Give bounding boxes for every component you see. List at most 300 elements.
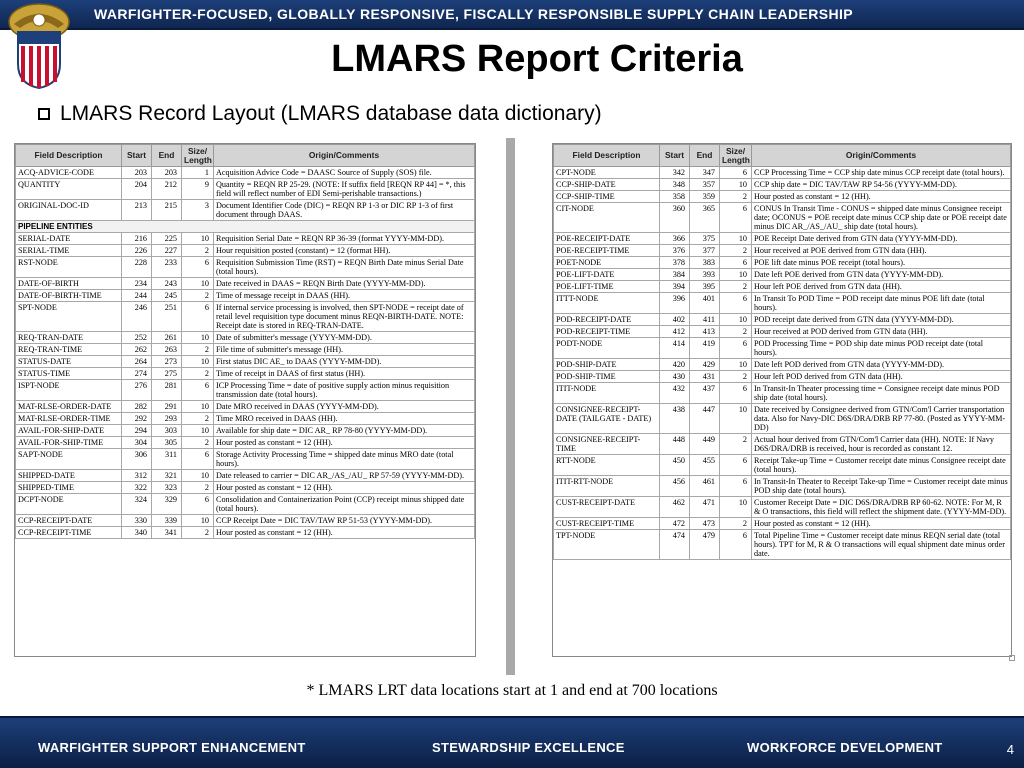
comment-cell: POE lift date minus POE receipt (total hours). bbox=[752, 257, 1011, 269]
comment-cell: Time MRO received in DAAS (HH). bbox=[214, 413, 475, 425]
end-cell: 395 bbox=[690, 281, 720, 293]
size-cell: 10 bbox=[182, 332, 214, 344]
field-cell: RTT-NODE bbox=[554, 455, 660, 476]
start-cell: 322 bbox=[122, 482, 152, 494]
size-cell: 2 bbox=[182, 437, 214, 449]
size-cell: 2 bbox=[720, 434, 752, 455]
field-cell: MAT-RLSE-ORDER-DATE bbox=[16, 401, 122, 413]
field-cell: REQ-TRAN-TIME bbox=[16, 344, 122, 356]
start-cell: 420 bbox=[660, 359, 690, 371]
end-cell: 419 bbox=[690, 338, 720, 359]
field-cell: DATE-OF-BIRTH-TIME bbox=[16, 290, 122, 302]
comment-cell: Date of submitter's message (YYYY-MM-DD). bbox=[214, 332, 475, 344]
end-cell: 347 bbox=[690, 167, 720, 179]
field-cell: POD-SHIP-DATE bbox=[554, 359, 660, 371]
top-banner bbox=[0, 0, 1024, 30]
size-cell: 6 bbox=[182, 302, 214, 332]
start-cell: 342 bbox=[660, 167, 690, 179]
field-cell: DATE-OF-BIRTH bbox=[16, 278, 122, 290]
comment-cell: Storage Activity Processing Time = shipped date minus MRO date (total hours). bbox=[214, 449, 475, 470]
comment-cell: Time of receipt in DAAS of first status (HH). bbox=[214, 368, 475, 380]
end-cell: 281 bbox=[152, 380, 182, 401]
end-cell: 479 bbox=[690, 530, 720, 560]
col-header-start: Start bbox=[122, 145, 152, 167]
comment-cell: Customer Receipt Date = DIC D6S/DRA/DRB RP 60-62. NOTE: For M, R & O transactions, this field will reflect the shipment date. (YYYY-MM-DD). bbox=[752, 497, 1011, 518]
field-cell: ITTT-NODE bbox=[554, 293, 660, 314]
page-number: 4 bbox=[1006, 742, 1014, 757]
subtitle-text: LMARS Record Layout (LMARS database data dictionary) bbox=[60, 102, 602, 125]
size-cell: 6 bbox=[720, 293, 752, 314]
size-cell: 10 bbox=[720, 359, 752, 371]
field-cell: CCP-RECEIPT-TIME bbox=[16, 527, 122, 539]
resize-handle-icon bbox=[1009, 655, 1015, 661]
end-cell: 275 bbox=[152, 368, 182, 380]
start-cell: 244 bbox=[122, 290, 152, 302]
table-row bbox=[16, 245, 475, 257]
col-header-field: Field Description bbox=[16, 145, 122, 167]
footer-item-warfighter: WARFIGHTER SUPPORT ENHANCEMENT bbox=[38, 740, 306, 755]
size-cell: 3 bbox=[182, 200, 214, 221]
end-cell: 449 bbox=[690, 434, 720, 455]
table-row bbox=[16, 290, 475, 302]
end-cell: 365 bbox=[690, 203, 720, 233]
start-cell: 378 bbox=[660, 257, 690, 269]
table-row bbox=[554, 326, 1011, 338]
table-row bbox=[16, 494, 475, 515]
bottom-banner bbox=[0, 716, 1024, 768]
field-cell: POE-LIFT-DATE bbox=[554, 269, 660, 281]
end-cell: 471 bbox=[690, 497, 720, 518]
start-cell: 358 bbox=[660, 191, 690, 203]
comment-cell: Document Identifier Code (DIC) = REQN RP 1-3 or DIC RP 1-3 of first document through DAAS. bbox=[214, 200, 475, 221]
comment-cell: First status DIC AE_ to DAAS (YYYY-MM-DD). bbox=[214, 356, 475, 368]
col-header-end: End bbox=[152, 145, 182, 167]
table-row bbox=[554, 233, 1011, 245]
end-cell: 251 bbox=[152, 302, 182, 332]
start-cell: 384 bbox=[660, 269, 690, 281]
size-cell: 2 bbox=[182, 413, 214, 425]
start-cell: 282 bbox=[122, 401, 152, 413]
comment-cell: In Transit-In Theater processing time = Consignee receipt date minus POD ship date (total hours). bbox=[752, 383, 1011, 404]
footnote: * LMARS LRT data locations start at 1 and end at 700 locations bbox=[306, 682, 718, 699]
comment-cell: If internal service processing is involved, then SPT-NODE = receipt date of retail level requisition type document minus REQN-BIRTH-DATE. NOTE: Receipt date is stored in REQ-TRAN-DATE. bbox=[214, 302, 475, 332]
start-cell: 456 bbox=[660, 476, 690, 497]
comment-cell: Available for ship date = DIC AR_ RP 78-80 (YYYY-MM-DD). bbox=[214, 425, 475, 437]
end-cell: 455 bbox=[690, 455, 720, 476]
table-row bbox=[16, 449, 475, 470]
field-cell: CIT-NODE bbox=[554, 203, 660, 233]
size-cell: 2 bbox=[182, 482, 214, 494]
comment-cell: POD Processing Time = POD ship date minus POD receipt date (total hours). bbox=[752, 338, 1011, 359]
size-cell: 10 bbox=[182, 356, 214, 368]
size-cell: 6 bbox=[720, 383, 752, 404]
size-cell: 2 bbox=[182, 527, 214, 539]
field-cell: CONSIGNEE-RECEIPT-DATE (TAILGATE - DATE) bbox=[554, 404, 660, 434]
end-cell: 293 bbox=[152, 413, 182, 425]
table-row bbox=[16, 344, 475, 356]
table-row bbox=[554, 434, 1011, 455]
size-cell: 10 bbox=[720, 497, 752, 518]
size-cell: 6 bbox=[720, 257, 752, 269]
field-cell: POE-RECEIPT-DATE bbox=[554, 233, 660, 245]
field-cell: MAT-RLSE-ORDER-TIME bbox=[16, 413, 122, 425]
checkbox-bullet-icon bbox=[38, 108, 50, 120]
comment-cell: CCP ship date = DIC TAV/TAW RP 54-56 (YYYY-MM-DD). bbox=[752, 179, 1011, 191]
col-header-field: Field Description bbox=[554, 145, 660, 167]
end-cell: 311 bbox=[152, 449, 182, 470]
start-cell: 394 bbox=[660, 281, 690, 293]
table-row bbox=[16, 368, 475, 380]
field-cell: SHIPPED-DATE bbox=[16, 470, 122, 482]
section-row bbox=[16, 221, 475, 233]
col-header-comments: Origin/Comments bbox=[214, 145, 475, 167]
start-cell: 306 bbox=[122, 449, 152, 470]
start-cell: 402 bbox=[660, 314, 690, 326]
right-data-dictionary-table bbox=[552, 143, 1012, 657]
size-cell: 2 bbox=[182, 368, 214, 380]
size-cell: 2 bbox=[182, 344, 214, 356]
start-cell: 324 bbox=[122, 494, 152, 515]
banner-text: WARFIGHTER-FOCUSED, GLOBALLY RESPONSIVE, FISCALLY RESPONSIBLE SUPPLY CHAIN LEADERSHIP bbox=[94, 6, 853, 22]
start-cell: 264 bbox=[122, 356, 152, 368]
size-cell: 6 bbox=[182, 449, 214, 470]
comment-cell: Time of message receipt in DAAS (HH). bbox=[214, 290, 475, 302]
comment-cell: POE Receipt Date derived from GTN data (YYYY-MM-DD). bbox=[752, 233, 1011, 245]
table-row bbox=[16, 278, 475, 290]
comment-cell: Total Pipeline Time = Customer receipt date minus REQN serial date (total hours). TPT for M, R & O transactions will equal shipment date minus order date. bbox=[752, 530, 1011, 560]
table-row bbox=[16, 356, 475, 368]
end-cell: 263 bbox=[152, 344, 182, 356]
table-row bbox=[554, 179, 1011, 191]
comment-cell: ICP Processing Time = date of positive supply action minus requisition transmission date (total hours). bbox=[214, 380, 475, 401]
size-cell: 6 bbox=[720, 455, 752, 476]
size-cell: 10 bbox=[720, 179, 752, 191]
field-cell: CONSIGNEE-RECEIPT-TIME bbox=[554, 434, 660, 455]
start-cell: 412 bbox=[660, 326, 690, 338]
comment-cell: Date received in DAAS = REQN Birth Date (YYYY-MM-DD). bbox=[214, 278, 475, 290]
start-cell: 348 bbox=[660, 179, 690, 191]
field-cell: SAPT-NODE bbox=[16, 449, 122, 470]
start-cell: 432 bbox=[660, 383, 690, 404]
size-cell: 10 bbox=[720, 269, 752, 281]
left-data-dictionary-table bbox=[14, 143, 476, 657]
size-cell: 6 bbox=[720, 203, 752, 233]
end-cell: 375 bbox=[690, 233, 720, 245]
page-title: LMARS Report Criteria bbox=[331, 38, 743, 80]
end-cell: 437 bbox=[690, 383, 720, 404]
comment-cell: File time of submitter's message (HH). bbox=[214, 344, 475, 356]
comment-cell: Hour posted as constant = 12 (HH). bbox=[214, 482, 475, 494]
start-cell: 330 bbox=[122, 515, 152, 527]
end-cell: 321 bbox=[152, 470, 182, 482]
end-cell: 203 bbox=[152, 167, 182, 179]
table-row bbox=[554, 314, 1011, 326]
end-cell: 429 bbox=[690, 359, 720, 371]
end-cell: 245 bbox=[152, 290, 182, 302]
table-row bbox=[554, 404, 1011, 434]
start-cell: 292 bbox=[122, 413, 152, 425]
comment-cell: Hour requisition posted (constant) = 12 (format HH). bbox=[214, 245, 475, 257]
field-cell: POE-RECEIPT-TIME bbox=[554, 245, 660, 257]
table-row bbox=[16, 233, 475, 245]
field-cell: POD-RECEIPT-DATE bbox=[554, 314, 660, 326]
start-cell: 274 bbox=[122, 368, 152, 380]
table-row bbox=[554, 203, 1011, 233]
field-cell: CUST-RECEIPT-TIME bbox=[554, 518, 660, 530]
table-row bbox=[16, 527, 475, 539]
table-row bbox=[16, 332, 475, 344]
size-cell: 10 bbox=[182, 425, 214, 437]
end-cell: 243 bbox=[152, 278, 182, 290]
size-cell: 10 bbox=[720, 314, 752, 326]
table-row bbox=[554, 359, 1011, 371]
table-row bbox=[554, 476, 1011, 497]
table-row bbox=[554, 269, 1011, 281]
field-cell: CUST-RECEIPT-DATE bbox=[554, 497, 660, 518]
end-cell: 225 bbox=[152, 233, 182, 245]
comment-cell: Date MRO received in DAAS (YYYY-MM-DD). bbox=[214, 401, 475, 413]
vertical-divider bbox=[506, 138, 515, 675]
field-cell: REQ-TRAN-DATE bbox=[16, 332, 122, 344]
comment-cell: Hour posted as constant = 12 (HH). bbox=[752, 518, 1011, 530]
start-cell: 246 bbox=[122, 302, 152, 332]
start-cell: 234 bbox=[122, 278, 152, 290]
start-cell: 216 bbox=[122, 233, 152, 245]
comment-cell: In Transit-In Theater to Receipt Take-up Time = Customer receipt date minus POD ship date (total hours). bbox=[752, 476, 1011, 497]
table-row bbox=[554, 293, 1011, 314]
table-row bbox=[16, 302, 475, 332]
end-cell: 413 bbox=[690, 326, 720, 338]
field-cell: SERIAL-TIME bbox=[16, 245, 122, 257]
start-cell: 312 bbox=[122, 470, 152, 482]
comment-cell: Hour posted as constant = 12 (HH). bbox=[214, 437, 475, 449]
start-cell: 414 bbox=[660, 338, 690, 359]
end-cell: 461 bbox=[690, 476, 720, 497]
size-cell: 2 bbox=[182, 290, 214, 302]
comment-cell: Date received by Consignee derived from GTN/Com'l Carrier transportation data. Also for Navy-DIC D6S/DRA/DRB RP 77-80. (Posted as YYYY-MM-DD) bbox=[752, 404, 1011, 434]
start-cell: 262 bbox=[122, 344, 152, 356]
table-row bbox=[16, 515, 475, 527]
field-cell: CCP-SHIP-DATE bbox=[554, 179, 660, 191]
table-row bbox=[554, 371, 1011, 383]
size-cell: 1 bbox=[182, 167, 214, 179]
comment-cell: Requisition Submission Time (RST) = REQN Birth Date minus Serial Date (total hours). bbox=[214, 257, 475, 278]
field-cell: ACQ-ADVICE-CODE bbox=[16, 167, 122, 179]
table-row bbox=[554, 518, 1011, 530]
table-row bbox=[554, 497, 1011, 518]
size-cell: 2 bbox=[720, 191, 752, 203]
comment-cell: Date left POD derived from GTN data (YYYY-MM-DD). bbox=[752, 359, 1011, 371]
field-cell: STATUS-DATE bbox=[16, 356, 122, 368]
start-cell: 360 bbox=[660, 203, 690, 233]
size-cell: 6 bbox=[720, 530, 752, 560]
end-cell: 447 bbox=[690, 404, 720, 434]
end-cell: 377 bbox=[690, 245, 720, 257]
size-cell: 9 bbox=[182, 179, 214, 200]
table-row bbox=[554, 257, 1011, 269]
end-cell: 227 bbox=[152, 245, 182, 257]
comment-cell: CONUS In Transit Time - CONUS = shipped date minus Consignee receipt date; OCONUS = POE receipt date minus CCP ship date or POE receipt date minus DIC AR_/AS_/AU_ ship date (total hours). bbox=[752, 203, 1011, 233]
start-cell: 294 bbox=[122, 425, 152, 437]
size-cell: 10 bbox=[720, 404, 752, 434]
size-cell: 10 bbox=[182, 233, 214, 245]
end-cell: 215 bbox=[152, 200, 182, 221]
size-cell: 2 bbox=[720, 326, 752, 338]
size-cell: 10 bbox=[720, 233, 752, 245]
table-row bbox=[16, 425, 475, 437]
field-cell: ITIT-NODE bbox=[554, 383, 660, 404]
table-row bbox=[16, 437, 475, 449]
col-header-start: Start bbox=[660, 145, 690, 167]
size-cell: 10 bbox=[182, 401, 214, 413]
end-cell: 212 bbox=[152, 179, 182, 200]
size-cell: 6 bbox=[720, 476, 752, 497]
start-cell: 462 bbox=[660, 497, 690, 518]
comment-cell: In Transit To POD Time = POD receipt date minus POE lift date (total hours). bbox=[752, 293, 1011, 314]
end-cell: 303 bbox=[152, 425, 182, 437]
size-cell: 2 bbox=[720, 245, 752, 257]
comment-cell: CCP Receipt Date = DIC TAV/TAW RP 51-53 (YYYY-MM-DD). bbox=[214, 515, 475, 527]
col-header-end: End bbox=[690, 145, 720, 167]
start-cell: 226 bbox=[122, 245, 152, 257]
col-header-comments: Origin/Comments bbox=[752, 145, 1011, 167]
field-cell: CPT-NODE bbox=[554, 167, 660, 179]
comment-cell: Quantity = REQN RP 25-29. (NOTE: If suffix field [REQN RP 44] = *, this field will reflect number of EDI Semi-perishable transactions.) bbox=[214, 179, 475, 200]
start-cell: 366 bbox=[660, 233, 690, 245]
table-row bbox=[554, 338, 1011, 359]
comment-cell: Consolidation and Containerization Point (CCP) receipt minus shipped date (total hours). bbox=[214, 494, 475, 515]
start-cell: 450 bbox=[660, 455, 690, 476]
comment-cell: Requisition Serial Date = REQN RP 36-39 (format YYYY-MM-DD). bbox=[214, 233, 475, 245]
start-cell: 430 bbox=[660, 371, 690, 383]
size-cell: 6 bbox=[720, 167, 752, 179]
field-cell: POD-RECEIPT-TIME bbox=[554, 326, 660, 338]
col-header-size: Size/ Length bbox=[182, 145, 214, 167]
start-cell: 472 bbox=[660, 518, 690, 530]
table-row bbox=[16, 380, 475, 401]
comment-cell: CCP Processing Time = CCP ship date minus CCP receipt date (total hours). bbox=[752, 167, 1011, 179]
subtitle bbox=[38, 102, 602, 126]
start-cell: 376 bbox=[660, 245, 690, 257]
table-row bbox=[16, 179, 475, 200]
comment-cell: Actual hour derived from GTN/Com'l Carrier data (HH). NOTE: If Navy D6S/DRA/DRB is received, hour is recorded as constant 12. bbox=[752, 434, 1011, 455]
field-cell: AVAIL-FOR-SHIP-DATE bbox=[16, 425, 122, 437]
comment-cell: Hour posted as constant = 12 (HH). bbox=[214, 527, 475, 539]
comment-cell: Date left POE derived from GTN data (YYYY-MM-DD). bbox=[752, 269, 1011, 281]
table-row bbox=[16, 200, 475, 221]
table-row bbox=[16, 257, 475, 278]
start-cell: 204 bbox=[122, 179, 152, 200]
size-cell: 10 bbox=[182, 515, 214, 527]
size-cell: 2 bbox=[720, 371, 752, 383]
size-cell: 10 bbox=[182, 470, 214, 482]
field-cell: SHIPPED-TIME bbox=[16, 482, 122, 494]
start-cell: 396 bbox=[660, 293, 690, 314]
field-cell: CCP-RECEIPT-DATE bbox=[16, 515, 122, 527]
size-cell: 10 bbox=[182, 278, 214, 290]
end-cell: 305 bbox=[152, 437, 182, 449]
field-cell: SERIAL-DATE bbox=[16, 233, 122, 245]
comment-cell: Receipt Take-up Time = Customer receipt date minus Consignee receipt date (total hours). bbox=[752, 455, 1011, 476]
end-cell: 357 bbox=[690, 179, 720, 191]
dla-eagle-seal-icon bbox=[4, 2, 74, 90]
start-cell: 340 bbox=[122, 527, 152, 539]
start-cell: 252 bbox=[122, 332, 152, 344]
start-cell: 438 bbox=[660, 404, 690, 434]
table-row bbox=[16, 167, 475, 179]
footer-item-workforce: WORKFORCE DEVELOPMENT bbox=[747, 740, 943, 755]
comment-cell: Hour received at POD derived from GTN data (HH). bbox=[752, 326, 1011, 338]
field-cell: PODT-NODE bbox=[554, 338, 660, 359]
table-row bbox=[554, 383, 1011, 404]
comment-cell: Hour posted as constant = 12 (HH). bbox=[752, 191, 1011, 203]
start-cell: 203 bbox=[122, 167, 152, 179]
field-cell: ISPT-NODE bbox=[16, 380, 122, 401]
size-cell: 6 bbox=[182, 494, 214, 515]
table-row bbox=[554, 455, 1011, 476]
table-row bbox=[16, 401, 475, 413]
start-cell: 474 bbox=[660, 530, 690, 560]
field-cell: STATUS-TIME bbox=[16, 368, 122, 380]
field-cell: TPT-NODE bbox=[554, 530, 660, 560]
end-cell: 261 bbox=[152, 332, 182, 344]
table-row bbox=[554, 530, 1011, 560]
field-cell: ITIT-RTT-NODE bbox=[554, 476, 660, 497]
field-cell: RST-NODE bbox=[16, 257, 122, 278]
size-cell: 2 bbox=[720, 281, 752, 293]
start-cell: 228 bbox=[122, 257, 152, 278]
start-cell: 448 bbox=[660, 434, 690, 455]
end-cell: 401 bbox=[690, 293, 720, 314]
size-cell: 6 bbox=[720, 338, 752, 359]
field-cell: POD-SHIP-TIME bbox=[554, 371, 660, 383]
end-cell: 359 bbox=[690, 191, 720, 203]
col-header-size: Size/ Length bbox=[720, 145, 752, 167]
end-cell: 329 bbox=[152, 494, 182, 515]
end-cell: 291 bbox=[152, 401, 182, 413]
table-row bbox=[16, 482, 475, 494]
comment-cell: Date released to carrier = DIC AR_/AS_/AU_ RP 57-59 (YYYY-MM-DD). bbox=[214, 470, 475, 482]
table-row bbox=[554, 191, 1011, 203]
size-cell: 2 bbox=[182, 245, 214, 257]
comment-cell: Acquisition Advice Code = DAASC Source of Supply (SOS) file. bbox=[214, 167, 475, 179]
table-row bbox=[554, 167, 1011, 179]
field-cell: ORIGINAL-DOC-ID bbox=[16, 200, 122, 221]
section-label: PIPELINE ENTITIES bbox=[16, 221, 475, 233]
field-cell: AVAIL-FOR-SHIP-TIME bbox=[16, 437, 122, 449]
end-cell: 323 bbox=[152, 482, 182, 494]
size-cell: 2 bbox=[720, 518, 752, 530]
field-cell: DCPT-NODE bbox=[16, 494, 122, 515]
table-row bbox=[16, 413, 475, 425]
table-row bbox=[554, 245, 1011, 257]
comment-cell: Hour left POD derived from GTN data (HH). bbox=[752, 371, 1011, 383]
field-cell: POET-NODE bbox=[554, 257, 660, 269]
footer-item-stewardship: STEWARDSHIP EXCELLENCE bbox=[432, 740, 625, 755]
end-cell: 341 bbox=[152, 527, 182, 539]
comment-cell: Hour received at POE derived from GTN data (HH). bbox=[752, 245, 1011, 257]
size-cell: 6 bbox=[182, 380, 214, 401]
start-cell: 304 bbox=[122, 437, 152, 449]
table-row bbox=[554, 281, 1011, 293]
end-cell: 393 bbox=[690, 269, 720, 281]
end-cell: 411 bbox=[690, 314, 720, 326]
comment-cell: POD receipt date derived from GTN data (YYYY-MM-DD). bbox=[752, 314, 1011, 326]
field-cell: POE-LIFT-TIME bbox=[554, 281, 660, 293]
field-cell: SPT-NODE bbox=[16, 302, 122, 332]
start-cell: 213 bbox=[122, 200, 152, 221]
end-cell: 473 bbox=[690, 518, 720, 530]
